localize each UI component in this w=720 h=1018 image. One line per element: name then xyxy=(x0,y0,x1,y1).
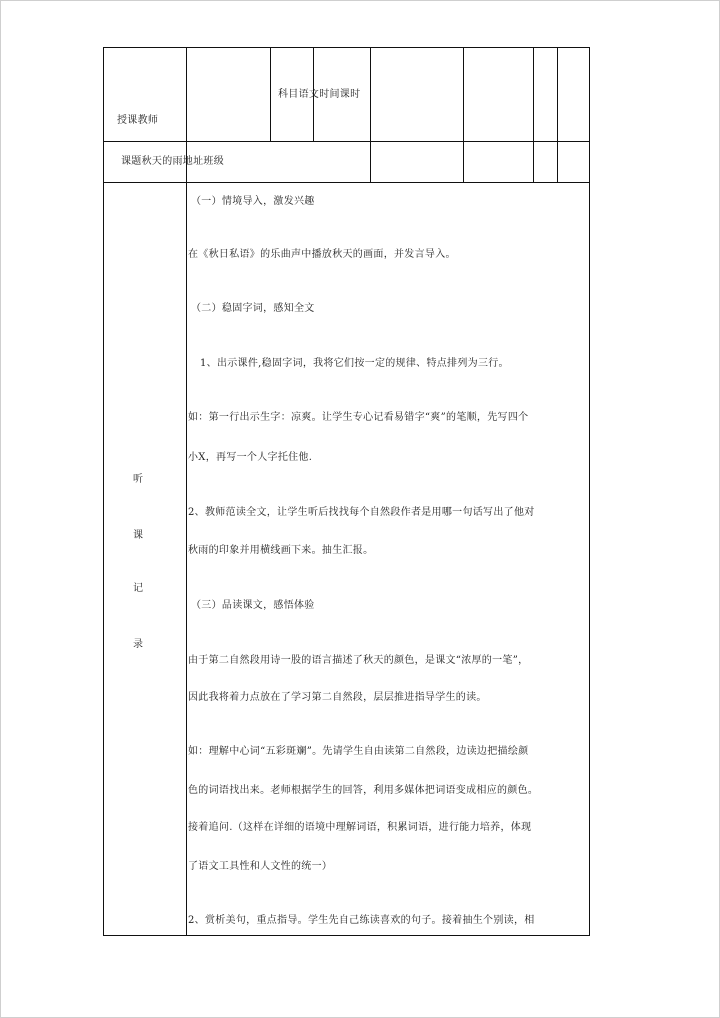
side-label-char-2: 课 xyxy=(133,530,143,541)
row1-divider-4 xyxy=(463,47,464,142)
row1-divider-5 xyxy=(533,47,534,142)
record-line: 如：第一行出示生字：凉爽。让学生专心记看易错字“爽”的笔顺，先写四个 xyxy=(188,412,529,423)
record-line: 接着追问.（这样在详细的语境中理解词语，积累词语，进行能力培养，体现 xyxy=(188,822,532,833)
table-top-border xyxy=(103,47,590,48)
record-line: 小X，再写一个人字托住他. xyxy=(188,452,313,463)
table-bottom-border xyxy=(103,935,590,936)
record-line: 在《秋日私语》的乐曲声中播放秋天的画面，并发言导入。 xyxy=(188,249,456,260)
row1-divider-3 xyxy=(370,47,371,142)
record-line: 了语文工具性和人文性的统一） xyxy=(188,861,333,872)
row2-divider-2 xyxy=(463,141,464,183)
record-line: （一）情境导入，激发兴趣 xyxy=(191,196,315,207)
table-right-border xyxy=(589,47,590,936)
topic-place-label: 课题秋天的雨地址班级 xyxy=(121,156,224,167)
side-label-char-4: 录 xyxy=(133,639,143,650)
record-line: 如：理解中心词“五彩斑斓”。先请学生自由读第二自然段，边读边把描绘颜 xyxy=(188,746,529,757)
record-line: 2、赏析美句，重点指导。学生先自己练读喜欢的句子。接着抽生个别读，相 xyxy=(188,915,535,926)
record-line: 色的词语找出来。老师根据学生的回答，利用多媒体把词语变成相应的颜色。 xyxy=(188,785,539,796)
subject-time-label: 科目语文时间课时 xyxy=(278,89,361,100)
record-line: 由于第二自然段用诗一股的语言描述了秋天的颜色，是课文“浓厚的一笔”， xyxy=(188,655,529,666)
side-label-char-3: 记 xyxy=(133,583,143,594)
record-line: （二）稳固字词，感知全文 xyxy=(191,303,315,314)
side-label-char-1: 听 xyxy=(133,474,143,485)
record-line: 1、出示课件,稳固字词，我将它们按一定的规律、特点排列为三行。 xyxy=(200,358,509,369)
row1-divider-6 xyxy=(557,47,558,142)
record-line: 秋雨的印象并用横线画下来。抽生汇报。 xyxy=(188,545,374,556)
table-row1-border xyxy=(103,141,590,142)
teacher-label: 授课教师 xyxy=(117,115,159,126)
table-left-border xyxy=(103,47,104,936)
row2-divider-4 xyxy=(557,141,558,183)
record-line: 因此我将着力点放在了学习第二自然段，层层推进指导学生的读。 xyxy=(188,692,487,703)
row2-divider-3 xyxy=(533,141,534,183)
row2-divider-1 xyxy=(370,141,371,183)
record-line: 2、教师范读全文，让学生听后找找每个自然段作者是用哪一句话写出了他对 xyxy=(188,507,535,518)
record-line: （三）品读课文，感悟体验 xyxy=(191,600,315,611)
label-column-divider xyxy=(186,47,187,936)
row1-divider-1 xyxy=(270,47,271,142)
table-row2-border xyxy=(103,182,590,183)
